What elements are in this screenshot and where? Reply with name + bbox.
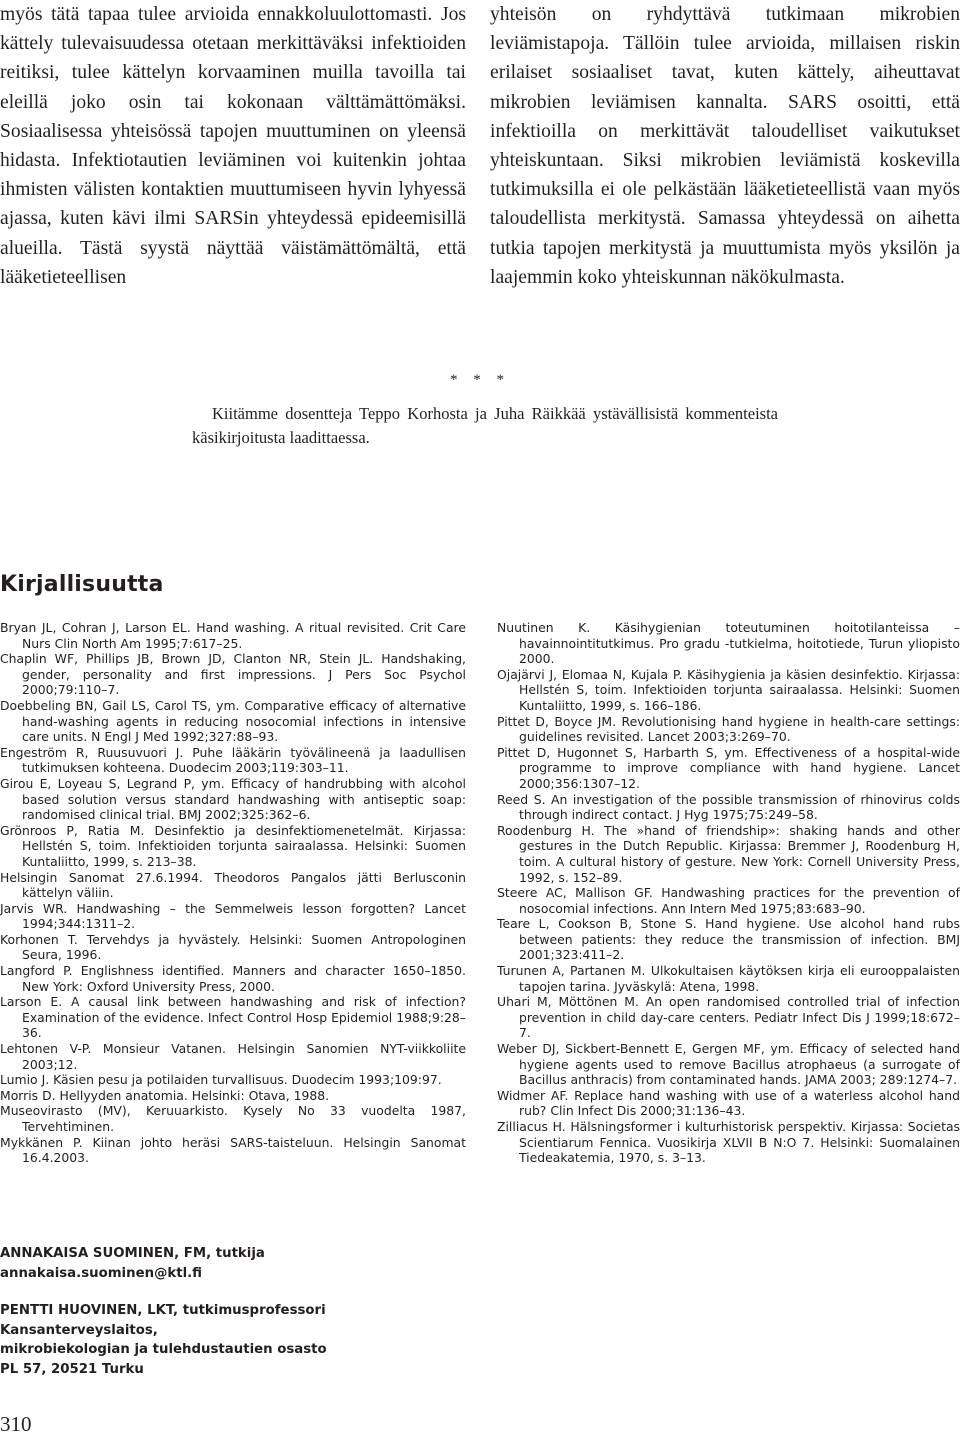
author-info [0, 1244, 327, 1380]
reference-item: Lumio J. Käsien pesu ja potilaiden turvallisuus. Duodecim 1993;109:97. [0, 1072, 442, 1088]
reference-item: Museovirasto (MV), Keruuarkisto. Kysely No 33 vuodelta 1987, Tervehtiminen. [0, 1103, 466, 1134]
page-number: 310 [0, 1412, 32, 1436]
reference-item: Morris D. Hellyyden anatomia. Helsinki: Otava, 1988. [0, 1087, 330, 1103]
author-address: PL 57, 20521 Turku [0, 1361, 144, 1377]
reference-item: Girou E, Loyeau S, Legrand P, ym. Efficacy of handrubbing with alcohol based solution versus standard handwashing with antiseptic soap: randomised clinical trial. BMJ 2002;325:362–6. [0, 775, 466, 823]
reference-item: Pittet D, Hugonnet S, Harbarth S, ym. Effectiveness of a hospital-wide programme to improve compliance with hand hygiene. Lancet 2000;356:1307–12. [497, 744, 960, 791]
reference-item: Korhonen T. Tervehdys ja hyvästely. Helsinki: Suomen Antropologinen Seura, 1996. [0, 931, 466, 963]
body-text-left-column [0, 0, 466, 292]
reference-item: Engeström R, Ruusuvuori J. Puhe lääkärin työvälineenä ja laadullisen tutkimuksen kohteena. Duodecim 2003;119:303–11. [0, 744, 466, 776]
author-department: mikrobiekologian ja tulehdustautien osasto [0, 1342, 327, 1358]
reference-item: Lehtonen V-P. Monsieur Vatanen. Helsingin Sanomien NYT-viikkoliite 2003;12. [0, 1041, 466, 1072]
references-heading: Kirjallisuutta [0, 572, 164, 597]
reference-item: Doebbeling BN, Gail LS, Carol TS, ym. Comparative efficacy of alternative hand-washing agents in reducing nosocomial infections in intensive care units. N Engl J Med 1992;327:88–93. [0, 697, 466, 745]
reference-item: Weber DJ, Sickbert-Bennett E, Gergen MF, ym. Efficacy of selected hand hygiene agents used to remove Bacillus atrophaeus (a surrogate of Bacillus anthracis) from contaminated hands. JAMA 2003; 289:1274–7. [497, 1041, 960, 1088]
reference-item: Larson E. A causal link between handwashing and risk of infection? Examination of the evidence. Infect Control Hosp Epidemiol 1988;9:28–36. [0, 994, 466, 1041]
reference-item: Steere AC, Mallison GF. Handwashing practices for the prevention of nosocomial infections. Ann Intern Med 1975;83:683–90. [497, 885, 960, 916]
reference-list-right [497, 620, 960, 1166]
acknowledgement: Kiitämme dosentteja Teppo Korhosta ja Juha Räikkää ystävällisistä kommenteista käsikirjoitusta laadittaessa. [192, 404, 778, 447]
reference-item: Jarvis WR. Handwashing – the Semmelweis lesson forgotten? Lancet 1994;344:1311–2. [0, 900, 466, 932]
author-name: ANNAKAISA SUOMINEN, FM, tutkija [0, 1246, 265, 1261]
author-organization: Kansanterveyslaitos, [0, 1322, 158, 1338]
author-name: PENTTI HUOVINEN, LKT, tutkimusprofessori [0, 1303, 326, 1319]
reference-item: Pittet D, Boyce JM. Revolutionising hand hygiene in health-care settings: guidelines revisited. Lancet 2003;3:269–70. [497, 713, 960, 745]
body-paragraph-right: yhteisön on ryhdyttävä tutkimaan mikrobien leviämistapoja. Tällöin tulee arvioida, millaisen riskin erilaiset sosiaaliset tavat, kuten kättely, aiheuttavat mikrobien leviämisen kannalta. SARS osoitti, että infektioilla on merkittävät taloudelliset vaikutukset yhteiskuntaan. Siksi mikrobien leviämistä koskevilla tutkimuksilla ei ole pelkästään lääketieteellistä vaan myös taloudellista merkitystä. Samassa yhteydessä on aihetta tutkia tapojen merkitystä ja muuttumista myös yksilön ja laajemmin koko yhteiskunnan näkökulmasta. [490, 4, 960, 288]
reference-item: Reed S. An investigation of the possible transmission of rhinovirus colds through indirect contact. J Hyg 1975;75:249–58. [497, 791, 960, 823]
reference-item: Bryan JL, Cohran J, Larson EL. Hand washing. A ritual revisited. Crit Care Nurs Clin North Am 1995;7:617–25. [0, 620, 466, 651]
reference-item: Mykkänen P. Kiinan johto heräsi SARS-taisteluun. Helsingin Sanomat 16.4.2003. [0, 1134, 466, 1166]
reference-item: Nuutinen K. Käsihygienian toteutuminen hoitotilanteissa – havainnointitutkimus. Pro gradu -tutkielma, hoitotiede, Turun yliopisto 2000. [497, 620, 960, 667]
reference-item: Langford P. Englishness identified. Manners and character 1650–1850. New York: Oxford University Press, 2000. [0, 963, 466, 994]
reference-item: Uhari M, Möttönen M. An open randomised controlled trial of infection prevention in child day-care centers. Pediatr Infect Dis J 1999;18:672–7. [497, 994, 960, 1041]
reference-list-left [0, 620, 466, 1166]
body-text-right-column [490, 0, 960, 292]
reference-item: Roodenburg H. The »hand of friendship»: shaking hands and other gestures in the Dutch Republic. Kirjassa: Bremmer J, Roodenburg H, toim. A cultural history of gesture. New York: Cornell University Press, 1992, s. 152–89. [497, 822, 960, 885]
body-paragraph-left: myös tätä tapaa tulee arvioida ennakkoluulottomasti. Jos kättely tulevaisuudessa otetaan merkittäväksi infektioiden reitiksi, tulee kättelyn korvaaminen muilla tavoilla tai eleillä joko osin tai kokonaan välttämättömäksi. Sosiaalisessa yhteisössä tapojen muuttuminen on yleensä hidasta. Infektiotautien leviäminen voi kuitenkin johtaa ihmisten välisten kontaktien muuttumiseen hyvin lyhyessä ajassa, kuten kävi ilmi SARSin yhteydessä epideemisillä alueilla. Tästä syystä näyttää väistämättömältä, että lääketieteellisen [0, 4, 466, 288]
reference-item: Chaplin WF, Phillips JB, Brown JD, Clanton NR, Stein JL. Handshaking, gender, personality and first impressions. J Pers Soc Psychol 2000;79:110–7. [0, 651, 466, 698]
reference-item: Ojajärvi J, Elomaa N, Kujala P. Käsihygienia ja käsien desinfektio. Kirjassa: Hellstén S, toim. Infektioiden torjunta sairaalassa. Helsinki: Suomen Kuntaliitto, 1999, s. 166–186. [497, 666, 960, 713]
section-separator: * * * [450, 372, 510, 388]
reference-item: Zilliacus H. Hälsningsformer i kulturhistorisk perspektiv. Kirjassa: Societas Scientiarum Fennica. Vuosikirja XLVII B N:O 7. Helsinki: Suomalainen Tiedeakatemia, 1970, s. 3–13. [497, 1119, 960, 1166]
reference-item: Turunen A, Partanen M. Ulkokultaisen käytöksen kirja eli eurooppalaisten tapojen tarina. Jyväskylä: Atena, 1998. [497, 963, 960, 994]
author-email: annakaisa.suominen@ktl.fi [0, 1265, 203, 1281]
reference-item: Teare L, Cookson B, Stone S. Hand hygiene. Use alcohol hand rubs between patients: they reduce the transmission of infection. BMJ 2001;323:411–2. [497, 916, 960, 963]
reference-item: Widmer AF. Replace hand washing with use of a waterless alcohol hand rub? Clin Infect Dis 2000;31:136–43. [497, 1087, 960, 1119]
reference-item: Helsingin Sanomat 27.6.1994. Theodoros Pangalos jätti Berlusconin kättelyn väliin. [0, 869, 466, 901]
reference-item: Grönroos P, Ratia M. Desinfektio ja desinfektiomenetelmät. Kirjassa: Hellstén S, toim. Infektioiden torjunta sairaalassa. Helsinki: Suomen Kuntaliitto, 1999, s. 213–38. [0, 822, 466, 869]
